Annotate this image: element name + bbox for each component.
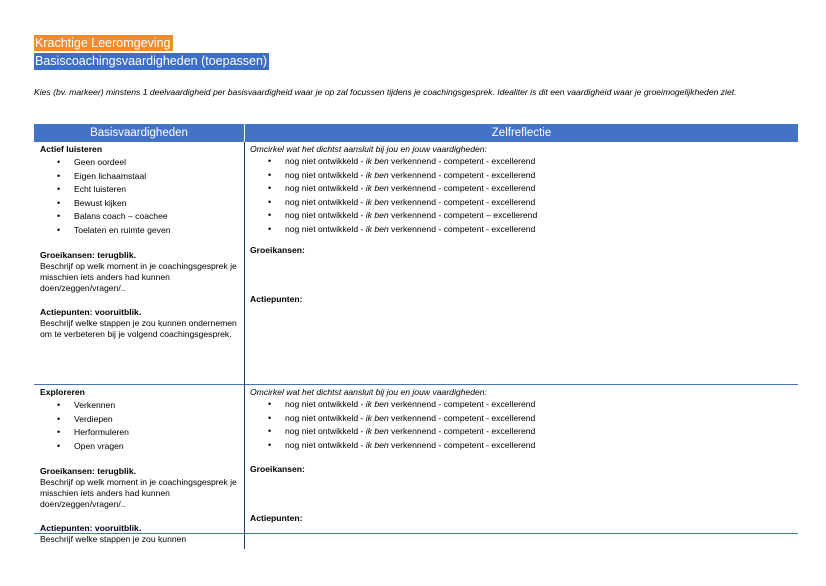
groeikansen-text: Beschrijf op welk moment in je coachingsgesprek je misschien iets anders had kunnen doen/zeggen/vragen/.. — [40, 477, 237, 509]
list-item[interactable]: • Open vragen — [74, 440, 244, 454]
groeikansen-title: Groeikansen: terugblik. — [40, 250, 136, 260]
circle-instruction: Omcirkel wat het dichtst aansluit bij jou en jouw vaardigheden: — [250, 387, 487, 397]
list-item[interactable]: • Eigen lichaamstaal — [74, 170, 244, 184]
actiepunten-title: Actiepunten: vooruitblik. — [40, 523, 142, 533]
actiepunten-label: Actiepunten: — [250, 294, 303, 304]
table-row — [34, 142, 798, 385]
reflection-cell — [245, 385, 799, 550]
scale-item[interactable]: • nog niet ontwikkeld - ik ben verkennend - competent – excellerend — [285, 209, 798, 223]
document-title: Krachtige Leeromgeving — [35, 36, 171, 50]
scale-item[interactable]: • nog niet ontwikkeld - ik ben verkennend - competent - excellerend — [285, 425, 798, 439]
reflection-cell — [245, 142, 799, 385]
actiepunten-text: Beschrijf welke stappen je zou kunnen ondernemen om te verbeteren bij je volgend coachingsgesprek. — [40, 318, 237, 339]
groeikansen-text: Beschrijf op welk moment in je coachingsgesprek je misschien iets anders had kunnen doen/zeggen/vragen/.. — [40, 261, 237, 293]
skill-list — [40, 399, 244, 453]
scale-list — [250, 398, 798, 452]
list-item[interactable]: • Echt luisteren — [74, 183, 244, 197]
column-header-zelfreflectie: Zelfreflectie — [245, 124, 799, 142]
actiepunten-label: Actiepunten: — [250, 513, 303, 523]
scale-list — [250, 155, 798, 236]
circle-instruction: Omcirkel wat het dichtst aansluit bij jou en jouw vaardigheden: — [250, 144, 487, 154]
section-title: Actief luisteren — [40, 144, 103, 154]
list-item[interactable]: • Toelaten en ruimte geven — [74, 224, 244, 238]
scale-item[interactable]: • nog niet ontwikkeld - ik ben verkennend - competent - excellerend — [285, 412, 798, 426]
groeikansen-answer-area[interactable] — [250, 256, 798, 294]
list-item[interactable]: • Geen oordeel — [74, 156, 244, 170]
groeikansen-answer-area[interactable] — [250, 475, 798, 513]
coaching-table — [34, 124, 798, 549]
table-row — [34, 385, 798, 550]
list-item[interactable]: • Verkennen — [74, 399, 244, 413]
list-item[interactable]: • Bewust kijken — [74, 197, 244, 211]
table-header-row — [34, 124, 798, 142]
groeikansen-title: Groeikansen: terugblik. — [40, 466, 136, 476]
skill-list — [40, 156, 244, 237]
list-item[interactable]: • Balans coach – coachee — [74, 210, 244, 224]
list-item[interactable]: • Verdiepen — [74, 413, 244, 427]
document-subtitle: Basiscoachingsvaardigheden (toepassen) — [35, 54, 268, 68]
groeikansen-label: Groeikansen: — [250, 464, 305, 474]
actiepunten-title: Actiepunten: vooruitblik. — [40, 307, 142, 317]
scale-item[interactable]: • nog niet ontwikkeld - ik ben verkennend - competent - excellerend — [285, 439, 798, 453]
scale-item[interactable]: • nog niet ontwikkeld - ik ben verkennend - competent - excellerend — [285, 155, 798, 169]
scale-item[interactable]: • nog niet ontwikkeld - ik ben verkennend - competent - excellerend — [285, 196, 798, 210]
actiepunten-text: Beschrijf welke stappen je zou kunnen — [40, 534, 187, 544]
skills-cell — [34, 142, 245, 385]
scale-item[interactable]: • nog niet ontwikkeld - ik ben verkennend - competent - excellerend — [285, 223, 798, 237]
column-header-basisvaardigheden: Basisvaardigheden — [34, 124, 245, 142]
skills-cell — [34, 385, 245, 550]
groeikansen-label: Groeikansen: — [250, 245, 305, 255]
scale-item[interactable]: • nog niet ontwikkeld - ik ben verkennend - competent - excellerend — [285, 169, 798, 183]
scale-item[interactable]: • nog niet ontwikkeld - ik ben verkennend - competent - excellerend — [285, 182, 798, 196]
section-title: Exploreren — [40, 387, 85, 397]
list-item[interactable]: • Herformuleren — [74, 426, 244, 440]
table-bottom-border — [34, 533, 798, 534]
scale-item[interactable]: • nog niet ontwikkeld - ik ben verkennend - competent - excellerend — [285, 398, 798, 412]
intro-instruction: Kies (bv. markeer) minstens 1 deelvaardigheid per basisvaardigheid waar je op zal focussen tijdens je coachingsgesprek. Idealiter is dit een vaardigheid waar je groeimogelijkheden ziet. — [34, 87, 737, 97]
